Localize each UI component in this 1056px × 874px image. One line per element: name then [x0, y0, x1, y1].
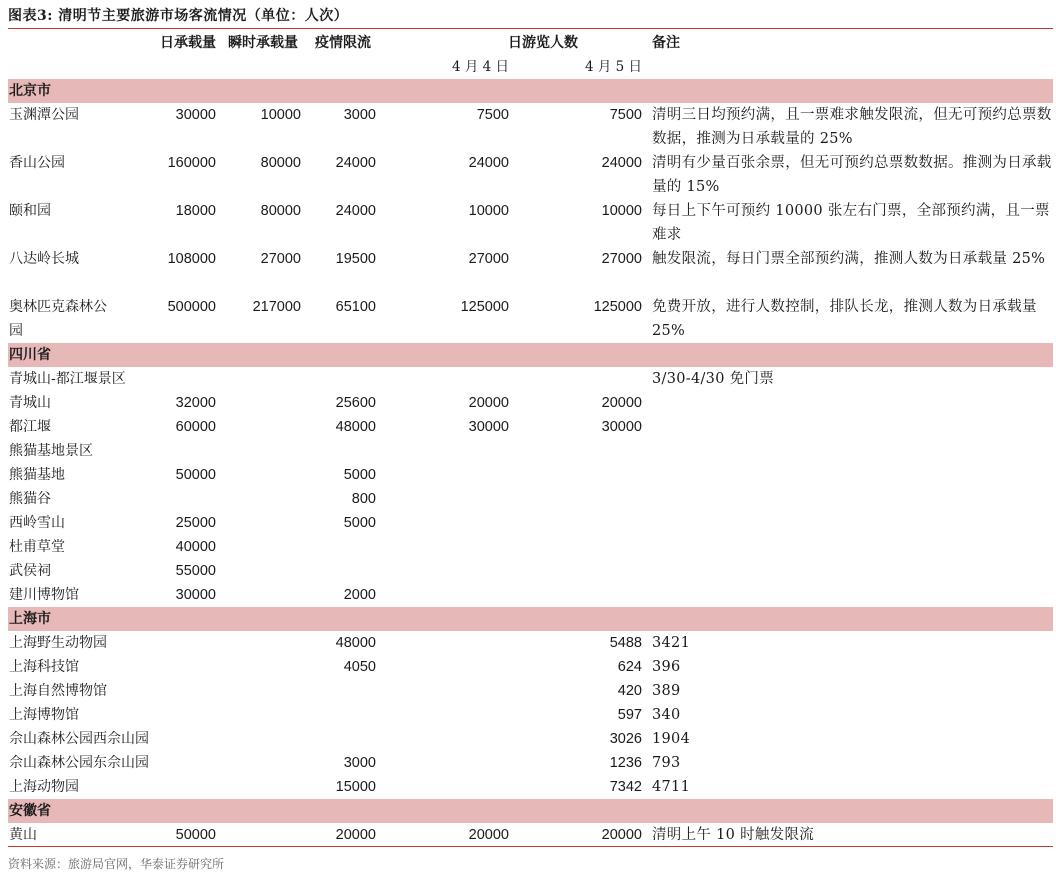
header-epidemic-limit: 疫情限流 [315, 35, 371, 51]
row-note: 清明有少量百张余票，但无可预约总票数数据。推测为日承载量的 15% [652, 155, 1052, 195]
table-row [8, 535, 1053, 559]
attraction-name: 玉渊潭公园 [9, 107, 79, 123]
header-date-apr4: 4 月 4 日 [451, 59, 509, 75]
row-note: 3421 [652, 635, 691, 651]
attraction-name: 熊猫基地景区 [9, 443, 93, 459]
row-note: 4711 [652, 779, 691, 795]
visitors-apr4: 125000 [460, 299, 509, 315]
table-row [8, 391, 1053, 415]
attraction-name: 上海野生动物园 [9, 635, 107, 651]
row-note [652, 487, 1052, 511]
attraction-name: 八达岭长城 [9, 251, 79, 267]
visitors-apr5: 125000 [593, 299, 642, 315]
epidemic-limit: 5000 [343, 515, 376, 531]
table-row [8, 247, 1053, 295]
visitors-apr5: 3026 [609, 731, 642, 747]
table-row [8, 487, 1053, 511]
header-instant-capacity: 瞬时承载量 [228, 35, 298, 51]
daily-capacity: 50000 [175, 467, 216, 483]
row-note [652, 511, 1052, 535]
attraction-name: 上海博物馆 [9, 707, 79, 723]
section-beijing [8, 79, 1053, 103]
table-row [8, 679, 1053, 703]
visitors-apr5: 20000 [601, 827, 642, 843]
daily-capacity: 500000 [167, 299, 216, 315]
row-note [652, 583, 1052, 607]
attraction-name: 武侯祠 [9, 563, 51, 579]
visitors-apr5: 420 [617, 683, 642, 699]
table-row [8, 151, 1053, 199]
header-notes: 备注 [652, 35, 680, 51]
table-row [8, 415, 1053, 439]
epidemic-limit: 48000 [335, 635, 376, 651]
epidemic-limit: 19500 [335, 251, 376, 267]
row-note [652, 415, 1052, 439]
table-row [8, 775, 1053, 799]
daily-capacity: 55000 [175, 563, 216, 579]
daily-capacity: 160000 [167, 155, 216, 171]
table-row [8, 367, 1053, 391]
visitors-apr5: 7500 [609, 107, 642, 123]
attraction-name: 佘山森林公园西佘山园 [9, 731, 149, 747]
table-row [8, 655, 1053, 679]
instant-capacity: 80000 [260, 203, 301, 219]
section-sichuan [8, 343, 1053, 367]
attraction-name: 青城山 [9, 395, 51, 411]
row-note: 340 [652, 707, 681, 723]
attraction-name: 黄山 [9, 827, 37, 843]
daily-capacity: 108000 [167, 251, 216, 267]
row-note: 每日上下午可预约 10000 张左右门票，全部预约满，且一票难求 [652, 203, 1050, 243]
instant-capacity: 217000 [252, 299, 301, 315]
table-row [8, 295, 1053, 343]
epidemic-limit: 3000 [343, 755, 376, 771]
epidemic-limit: 3000 [343, 107, 376, 123]
visitors-apr5: 20000 [601, 395, 642, 411]
attraction-name: 青城山-都江堰景区 [9, 371, 126, 387]
section-label: 北京市 [9, 83, 51, 99]
table-row [8, 511, 1053, 535]
table-row [8, 463, 1053, 487]
visitors-apr5: 1236 [609, 755, 642, 771]
row-note [652, 439, 1052, 463]
epidemic-limit: 24000 [335, 155, 376, 171]
header-daily-capacity: 日承载量 [160, 35, 216, 51]
table-row [8, 751, 1053, 775]
table-row [8, 727, 1053, 751]
section-label: 四川省 [9, 347, 51, 363]
visitors-apr4: 30000 [468, 419, 509, 435]
header-row [8, 31, 1053, 55]
instant-capacity: 80000 [260, 155, 301, 171]
table-row [8, 703, 1053, 727]
section-label: 安徽省 [9, 803, 51, 819]
row-note: 清明三日均预约满，且一票难求触发限流，但无可预约总票数数据，推测为日承载量的 25% [652, 107, 1052, 147]
epidemic-limit: 800 [351, 491, 376, 507]
table-row [8, 199, 1053, 247]
epidemic-limit: 20000 [335, 827, 376, 843]
epidemic-limit: 25600 [335, 395, 376, 411]
row-note: 清明上午 10 时触发限流 [652, 827, 815, 843]
attraction-name: 熊猫谷 [9, 491, 51, 507]
attraction-name: 佘山森林公园东佘山园 [9, 755, 149, 771]
visitors-apr5: 27000 [601, 251, 642, 267]
visitors-apr5: 10000 [601, 203, 642, 219]
daily-capacity: 50000 [175, 827, 216, 843]
row-note [652, 391, 1052, 415]
epidemic-limit: 65100 [335, 299, 376, 315]
attraction-name: 颐和园 [9, 203, 51, 219]
visitors-apr5: 24000 [601, 155, 642, 171]
visitors-apr4: 10000 [468, 203, 509, 219]
attraction-name: 杜甫草堂 [9, 539, 65, 555]
row-note: 3/30-4/30 免门票 [652, 371, 775, 387]
daily-capacity: 25000 [175, 515, 216, 531]
figure-title: 图表3: 清明节主要旅游市场客流情况（单位：人次） [8, 8, 349, 24]
instant-capacity: 10000 [260, 107, 301, 123]
epidemic-limit: 2000 [343, 587, 376, 603]
attraction-name: 建川博物馆 [9, 587, 79, 603]
epidemic-limit: 4050 [343, 659, 376, 675]
visitors-apr4: 7500 [476, 107, 509, 123]
daily-capacity: 30000 [175, 107, 216, 123]
row-note [652, 559, 1052, 583]
header-daily-visitors: 日游览人数 [508, 35, 578, 51]
epidemic-limit: 5000 [343, 467, 376, 483]
visitor-table [8, 31, 1053, 847]
visitors-apr5: 597 [617, 707, 642, 723]
daily-capacity: 32000 [175, 395, 216, 411]
row-note [652, 463, 1052, 487]
visitors-apr4: 24000 [468, 155, 509, 171]
header-date-apr5: 4 月 5 日 [584, 59, 642, 75]
visitors-apr4: 20000 [468, 827, 509, 843]
attraction-name: 上海自然博物馆 [9, 683, 107, 699]
bottom-divider [8, 846, 1053, 847]
attraction-name: 熊猫基地 [9, 467, 65, 483]
row-note: 触发限流，每日门票全部预约满，推测人数为日承载量 25% [652, 251, 1046, 267]
attraction-name: 奥林匹克森林公园 [9, 299, 107, 339]
epidemic-limit: 15000 [335, 779, 376, 795]
table-row [8, 583, 1053, 607]
row-note [652, 535, 1052, 559]
attraction-name: 香山公园 [9, 155, 65, 171]
daily-capacity: 18000 [175, 203, 216, 219]
daily-capacity: 30000 [175, 587, 216, 603]
daily-capacity: 40000 [175, 539, 216, 555]
daily-capacity: 60000 [175, 419, 216, 435]
instant-capacity: 27000 [260, 251, 301, 267]
visitors-apr4: 20000 [468, 395, 509, 411]
attraction-name: 都江堰 [9, 419, 51, 435]
epidemic-limit: 24000 [335, 203, 376, 219]
table-row [8, 631, 1053, 655]
row-note: 免费开放，进行人数控制，排队长龙，推测人数为日承载量 25% [652, 299, 1037, 339]
row-note: 1904 [652, 731, 691, 747]
row-note: 396 [652, 659, 681, 675]
attraction-name: 西岭雪山 [9, 515, 65, 531]
visitors-apr5: 30000 [601, 419, 642, 435]
epidemic-limit: 48000 [335, 419, 376, 435]
visitors-apr5: 5488 [609, 635, 642, 651]
attraction-name: 上海动物园 [9, 779, 79, 795]
table-row [8, 823, 1053, 847]
visitors-apr4: 27000 [468, 251, 509, 267]
section-label: 上海市 [9, 611, 51, 627]
source-note: 资料来源：旅游局官网，华泰证券研究所 [8, 857, 225, 871]
header-date-row [8, 55, 1053, 79]
section-anhui [8, 799, 1053, 823]
visitors-apr5: 7342 [609, 779, 642, 795]
row-note: 389 [652, 683, 681, 699]
title-divider [8, 28, 1053, 29]
visitors-apr5: 624 [617, 659, 642, 675]
table-row [8, 559, 1053, 583]
table-row [8, 439, 1053, 463]
attraction-name: 上海科技馆 [9, 659, 79, 675]
table-row [8, 103, 1053, 151]
row-note: 793 [652, 755, 681, 771]
section-shanghai [8, 607, 1053, 631]
